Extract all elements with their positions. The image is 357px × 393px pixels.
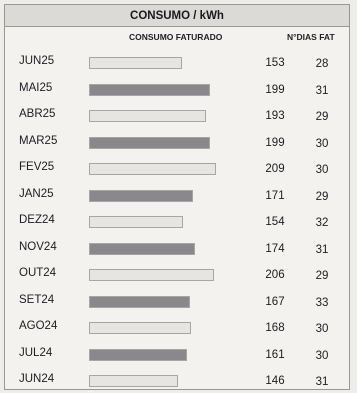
consumption-value: 199 (265, 83, 285, 96)
month-label: JUN25 (19, 55, 55, 67)
billing-days-value: 30 (315, 323, 329, 335)
billing-days-value: 29 (315, 190, 329, 203)
month-label: JUL24 (19, 346, 53, 359)
consumption-value: 206 (265, 269, 285, 281)
consumption-value: 171 (265, 189, 285, 202)
chart-title: CONSUMO / kWh (5, 5, 349, 27)
billing-days-value: 32 (315, 217, 329, 229)
consumption-bar (89, 349, 187, 361)
month-label: SET24 (19, 293, 55, 306)
billing-days-value: 30 (315, 137, 329, 150)
consumption-bar (89, 216, 183, 228)
consumption-bar (89, 57, 182, 69)
month-label: DEZ24 (19, 214, 55, 226)
month-label: MAR25 (19, 134, 58, 147)
month-label: AGO24 (19, 320, 58, 332)
billing-days-value: 31 (315, 376, 329, 388)
consumption-panel (4, 4, 350, 390)
consumption-value: 193 (265, 110, 285, 122)
consumption-bar (89, 269, 214, 281)
month-label: OUT24 (19, 267, 57, 279)
billing-days-value: 30 (315, 164, 329, 176)
consumption-bar (89, 190, 193, 202)
consumption-column-header: CONSUMO FATURADO (129, 32, 223, 42)
consumption-bar (89, 322, 191, 334)
billing-days-value: 33 (315, 296, 329, 309)
consumption-bar (89, 84, 210, 96)
month-label: JAN25 (19, 187, 54, 200)
billing-days-value: 29 (315, 270, 329, 282)
month-label: JUN24 (19, 373, 55, 385)
consumption-bar (89, 296, 190, 308)
billing-days-value: 30 (315, 349, 329, 362)
billing-days-value: 31 (315, 84, 329, 97)
consumption-value: 168 (265, 322, 285, 334)
month-label: ABR25 (19, 108, 56, 120)
days-column-header: N°DIAS FAT (287, 32, 335, 42)
consumption-value: 153 (265, 57, 285, 69)
consumption-value: 199 (265, 136, 285, 149)
consumption-value: 167 (265, 295, 285, 308)
consumption-value: 161 (265, 348, 285, 361)
consumption-value: 154 (265, 216, 285, 228)
month-label: MAI25 (19, 81, 53, 94)
consumption-bar (89, 163, 216, 175)
billing-days-value: 28 (315, 58, 329, 70)
chart-rows (5, 5, 349, 389)
consumption-bar (89, 110, 206, 122)
consumption-value: 209 (265, 163, 285, 175)
month-label: FEV25 (19, 161, 55, 173)
month-label: NOV24 (19, 240, 57, 253)
consumption-value: 174 (265, 242, 285, 255)
consumption-bar (89, 243, 195, 255)
billing-days-value: 29 (315, 111, 329, 123)
consumption-value: 146 (265, 375, 285, 387)
consumption-bar (89, 137, 210, 149)
consumption-bar (89, 375, 178, 387)
billing-days-value: 31 (315, 243, 329, 256)
